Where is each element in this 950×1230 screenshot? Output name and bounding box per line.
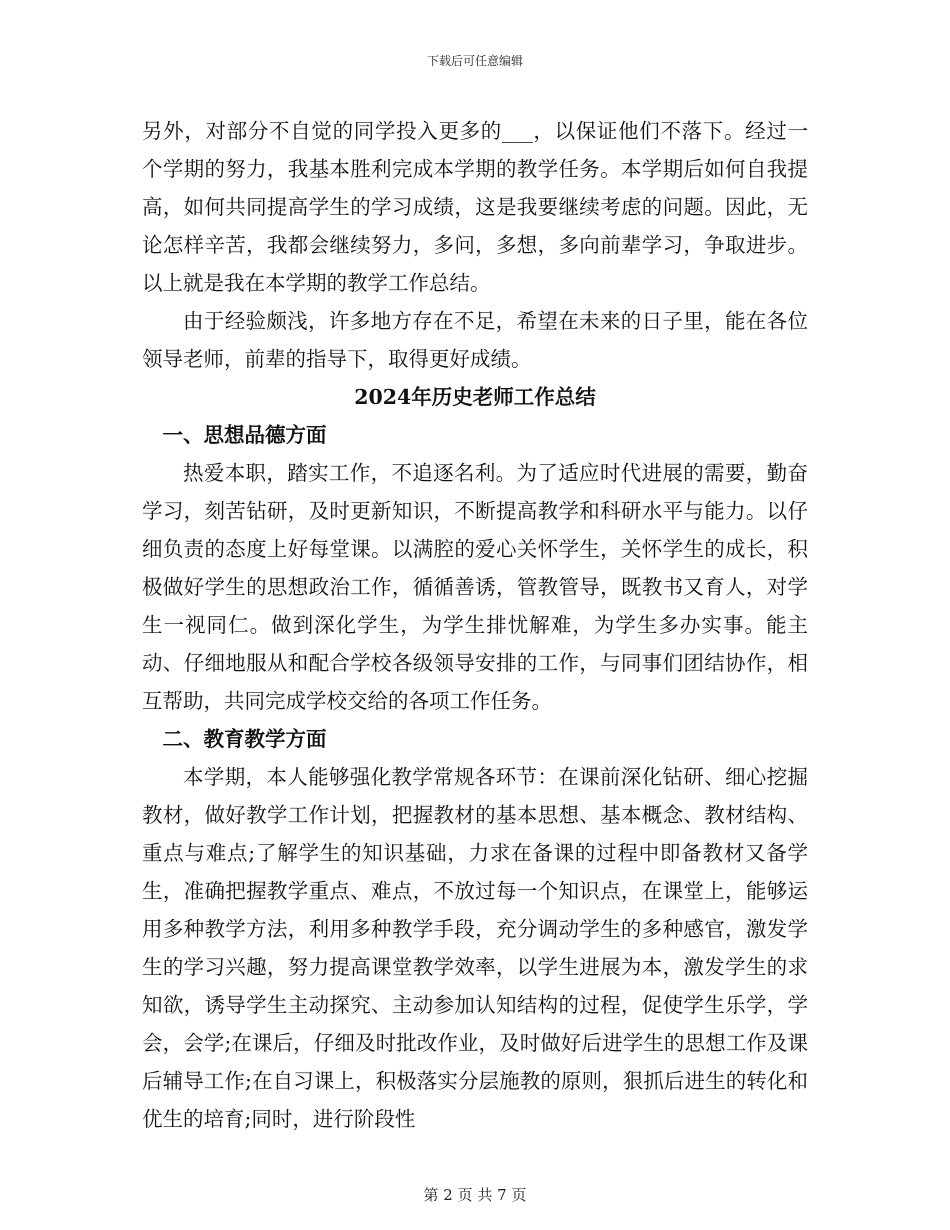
paragraph-4: 本学期，本人能够强化教学常规各环节：在课前深化钻研、细心挖掘教材，做好教学工作计划，把握教材的基本思想、基本概念、教材结构、重点与难点;了解学生的知识基础，力求在备课的过程中即备教材又备学生，准确把握教学重点、难点，不放过每一个知识点，在课堂上，能够运用多种教学方法，利用多种教学手段，充分调动学生的多种感官，激发学生的学习兴趣，努力提高课堂教学效率，以学生进展为本，激发学生的求知欲，诱导学生主动探究、主动参加认知结构的过程，促使学生乐学，学会，会学;在课后，仔细及时批改作业，及时做好后进学生的思想工作及课后辅导工作;在自习课上，积极落实分层施教的原则，狠抓后进生的转化和优生的培育;同时，进行阶段性 [142,765,808,1131]
heading-morality: 一、思想品德方面 [162,423,327,447]
page-footer: 第 2 页 共 7 页 [423,1186,527,1204]
document-body [142,112,808,1138]
heading-teaching: 二、教育教学方面 [162,727,327,751]
paragraph-2: 由于经验颇浅，许多地方存在不足，希望在未来的日子里，能在各位领导老师，前辈的指导下，取得更好成绩。 [142,309,808,371]
paragraph-1: 另外，对部分不自觉的同学投入更多的___，以保证他们不落下。经过一个学期的努力，我基本胜利完成本学期的教学任务。本学期后如何自我提高，如何共同提高学生的学习成绩，这是我要继续考虑的问题。因此，无论怎样辛苦，我都会继续努力，多问，多想，多向前辈学习，争取进步。以上就是我在本学期的教学工作总结。 [142,119,808,295]
page-header: 下载后可任意编辑 [426,54,523,68]
paragraph-3: 热爱本职，踏实工作，不追逐名利。为了适应时代进展的需要，勤奋学习，刻苦钻研，及时更新知识，不断提高教学和科研水平与能力。以仔细负责的态度上好每堂课。以满腔的爱心关怀学生，关怀学生的成长，积极做好学生的思想政治工作，循循善诱，管教管导，既教书又育人，对学生一视同仁。做到深化学生，为学生排忧解难，为学生多办实事。能主动、仔细地服从和配合学校各级领导安排的工作，与同事们团结协作，相互帮助，共同完成学校交给的各项工作任务。 [142,461,808,713]
section-title: 2024年历史老师工作总结 [354,385,596,409]
